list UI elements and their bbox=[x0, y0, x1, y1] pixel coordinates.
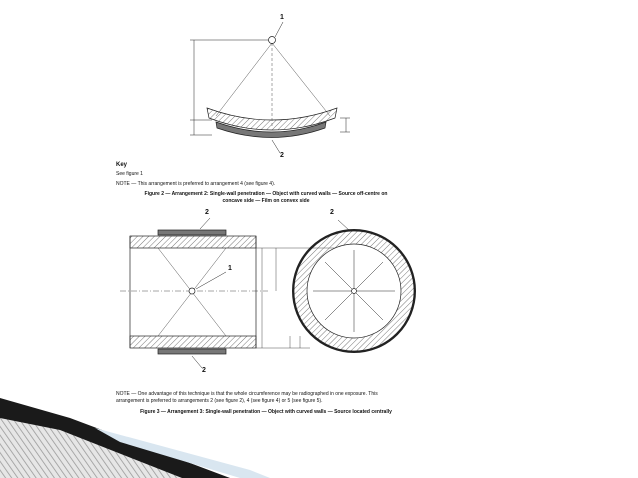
figure-3-note-line2: arrangement is preferred to arrangements 2 (see figure 2), 4 (see figure 4) or 5 (see figure 5). bbox=[116, 398, 323, 404]
figure-2-caption-line1: Figure 2 — Arrangement 2: Single-wall penetration — Object with curved walls — Source off-centre on bbox=[144, 191, 388, 197]
source-point-icon bbox=[189, 288, 195, 294]
figure-2-film-label: 2 bbox=[280, 152, 284, 159]
figure-3-end-view bbox=[293, 220, 415, 352]
source-point-icon bbox=[269, 37, 276, 44]
key-line: See figure 1 bbox=[116, 171, 143, 177]
source-point-icon bbox=[352, 289, 357, 294]
key-title: Key bbox=[116, 162, 128, 168]
figure-2-caption-line2: concave side — Film on convex side bbox=[222, 198, 310, 204]
figure-2-drawing bbox=[190, 22, 350, 153]
film-bottom bbox=[158, 349, 226, 354]
film-top bbox=[158, 230, 226, 235]
key-note: NOTE — This arrangement is preferred to arrangement 4 (see figure 4). bbox=[116, 181, 276, 187]
figure-2-source-label: 1 bbox=[280, 14, 284, 21]
figure-3-note-line1: NOTE — One advantage of this technique is that the whole circumference may be radiographed in one exposure. This bbox=[116, 391, 378, 397]
figure-3-source-label: 1 bbox=[228, 265, 232, 272]
figure-3-film-bottom-label: 2 bbox=[202, 367, 206, 374]
figure-3-caption: Figure 3 — Arrangement 3: Single-wall penetration — Object with curved walls — Source located centrally bbox=[140, 409, 392, 415]
figure-3-film-top-left-label: 2 bbox=[205, 209, 209, 216]
figure-3-film-top-right-label: 2 bbox=[330, 209, 334, 216]
